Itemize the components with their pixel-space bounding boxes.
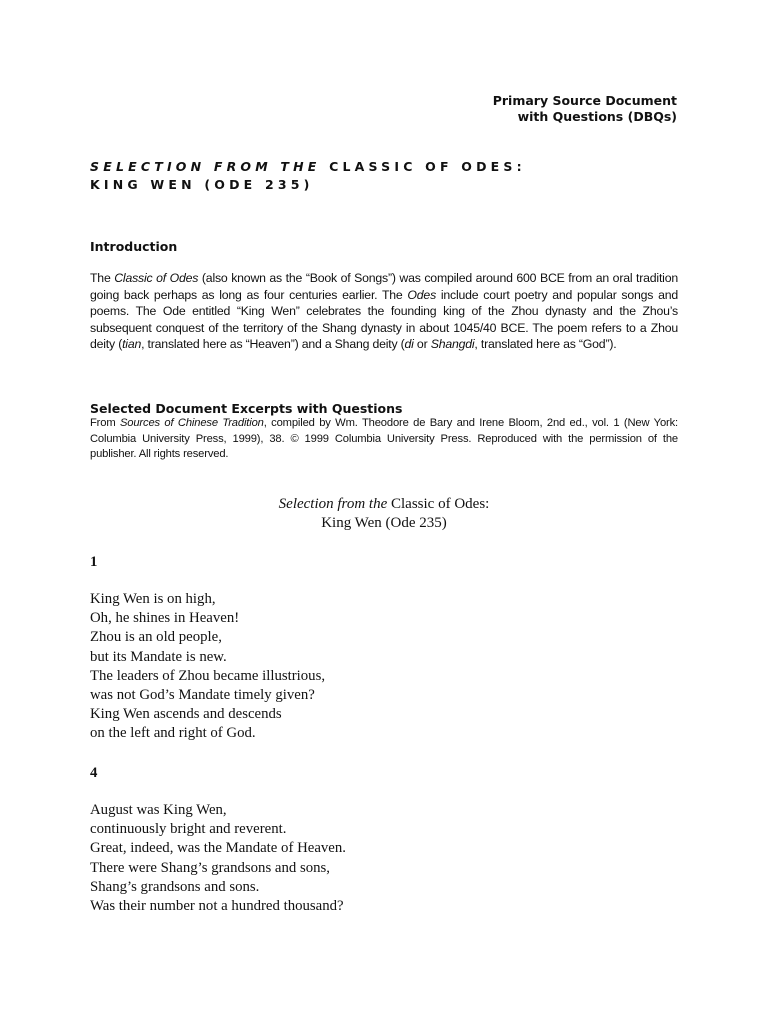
document-title-line-2: KING WEN (ODE 235)	[90, 177, 314, 192]
poem-line: Was their number not a hundred thousand?	[90, 898, 344, 915]
poem-line: was not God’s Mandate timely given?	[90, 687, 315, 704]
intro-italic-term: tian	[122, 337, 142, 351]
document-title-line-1	[90, 158, 526, 176]
excerpts-heading: Selected Document Excerpts with Questions	[90, 401, 403, 416]
document-type-line-1: Primary Source Document	[492, 93, 677, 108]
introduction-paragraph	[90, 270, 678, 353]
stanza-lines	[90, 801, 346, 916]
document-type-line-2: with Questions (DBQs)	[517, 109, 677, 124]
citation-segment: From	[90, 417, 120, 429]
stanza-lines	[90, 590, 325, 744]
intro-text-segment: , translated here as “God”).	[474, 337, 617, 351]
intro-italic-term: Odes	[407, 287, 437, 302]
poem-title-rest: Classic of Odes:	[387, 496, 490, 512]
document-title-italic: SELECTION FROM THE	[90, 159, 321, 174]
intro-italic-term: Shangdi	[430, 337, 475, 351]
source-citation	[90, 416, 678, 463]
poem-line: Oh, he shines in Heaven!	[90, 610, 240, 627]
poem-line: Great, indeed, was the Mandate of Heaven.	[90, 840, 346, 857]
poem-line: King Wen ascends and descends	[90, 706, 282, 723]
document-type-label	[493, 93, 677, 125]
introduction-heading: Introduction	[90, 239, 178, 254]
intro-text-segment: The	[90, 271, 115, 285]
stanza	[90, 764, 346, 916]
poem-line: King Wen is on high,	[90, 591, 216, 607]
poem-line: Zhou is an old people,	[90, 629, 222, 646]
citation-book-title: Sources of Chinese Tradition	[119, 417, 264, 429]
citation-segment: , compiled by Wm. Theodore de Bary and Irene Bloom, 2nd ed., vol. 1 (New York: Columbia University Press, 1999), 38. © 1999 Columbia University Press. Reproduced with the permission of the publisher. All rights reserved.	[90, 417, 678, 460]
poem-line: Shang’s grandsons and sons.	[90, 878, 260, 895]
stanza-number: 1	[90, 554, 98, 570]
poem-line: on the left and right of God.	[90, 725, 256, 742]
poem-line: continuously bright and reverent.	[90, 821, 287, 838]
document-title	[90, 158, 526, 194]
poem-title	[90, 495, 678, 533]
stanza	[90, 553, 325, 744]
poem-title-line-1	[90, 495, 678, 514]
stanza-number: 4	[90, 765, 98, 781]
poem-line: The leaders of Zhou became illustrious,	[90, 667, 326, 684]
intro-italic-term: Classic of Odes	[114, 271, 199, 285]
poem-line: There were Shang’s grandsons and sons,	[90, 859, 330, 876]
intro-text-segment: or	[413, 337, 431, 351]
intro-text-segment: , translated here as “Heaven”) and a Shang deity (	[141, 337, 405, 351]
intro-text-segment: include court poetry and popular songs and poems. The Ode entitled “King Wen” celebrates the founding king of the Zhou dynasty and the Zhou’s subsequent conquest of the territory of the Shang dynasty in about 1045/40 BCE. The poem refers to a Zhou deity (	[90, 287, 678, 351]
poem-subtitle: King Wen (Ode 235)	[321, 515, 447, 531]
document-title-rest: CLASSIC OF ODES:	[329, 159, 526, 174]
intro-italic-term: di	[404, 337, 414, 351]
poem-line: but its Mandate is new.	[90, 648, 227, 665]
intro-text-segment: (also known as the “Book of Songs”) was compiled around 600 BCE from an oral tradition going back perhaps as long as four centuries earlier. The	[90, 271, 678, 302]
poem-line: August was King Wen,	[90, 802, 227, 818]
poem-title-italic: Selection from the	[278, 496, 388, 512]
